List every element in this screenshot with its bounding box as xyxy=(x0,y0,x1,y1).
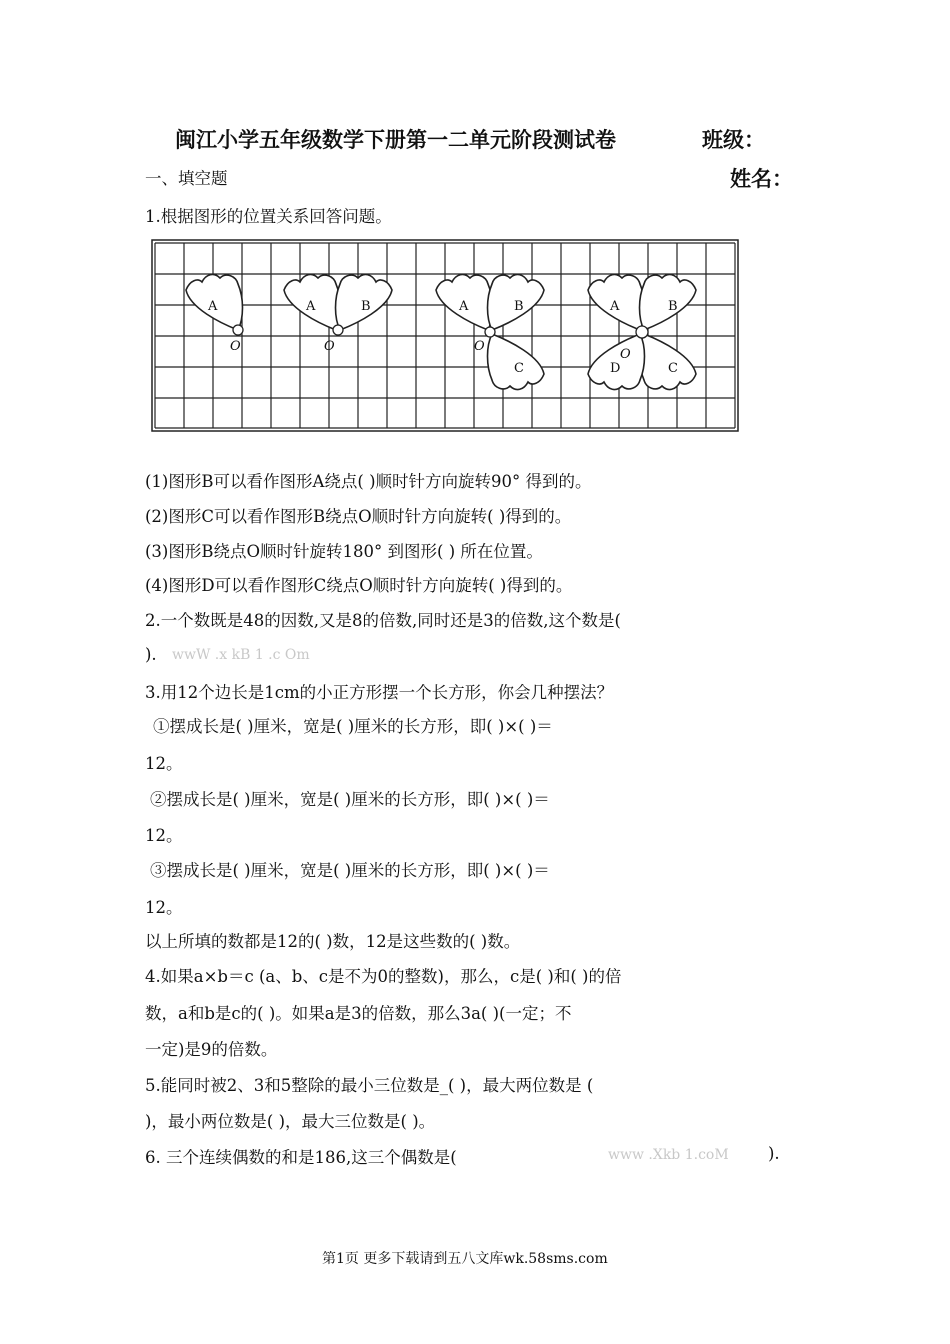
q3-option-3: ③摆成长是( )厘米，宽是( )厘米的长方形，即( )×( )＝ xyxy=(150,861,550,880)
q6-line1: 6. 三个连续偶数的和是186,这三个偶数是( xyxy=(145,1148,457,1167)
fig-label: O xyxy=(474,339,485,354)
q6-line1-end: ). xyxy=(768,1144,780,1163)
fig-label: B xyxy=(668,299,678,314)
watermark: www .Xkb 1.coM xyxy=(608,1147,729,1163)
section-heading: 一、填空题 xyxy=(145,169,228,188)
fig-label: C xyxy=(514,361,524,376)
fig-label: A xyxy=(610,299,620,314)
footer-text: 第1页 更多下载请到五八文库wk.58sms.com xyxy=(322,1251,608,1267)
q1-sub3: (3)图形B绕点O顺时针旋转180° 到图形( ) 所在位置。 xyxy=(145,542,543,561)
q1-sub1: (1)图形B可以看作图形A绕点( )顺时针方向旋转90° 得到的。 xyxy=(145,472,592,491)
fig-label: O xyxy=(324,339,335,354)
fig-label: A xyxy=(208,299,218,314)
q4-line1: 4.如果a×b＝c (a、b、c是不为0的整数)，那么，c是( )和( )的倍 xyxy=(145,967,622,986)
q1-prompt: 1.根据图形的位置关系回答问题。 xyxy=(145,207,392,226)
q3-option-2: ②摆成长是( )厘米，宽是( )厘米的长方形，即( )×( )＝ xyxy=(150,790,550,809)
fig-label: A xyxy=(459,299,469,314)
q4-line2: 数，a和b是c的( )。如果a是3的倍数，那么3a( )(一定；不 xyxy=(145,1004,572,1023)
q5-line2: )，最小两位数是( )，最大三位数是( )。 xyxy=(145,1112,436,1131)
name-label: 姓名： xyxy=(730,167,793,191)
q5-line1: 5.能同时被2、3和5整除的最小三位数是_( )，最大两位数是 ( xyxy=(145,1076,594,1095)
class-label: 班级： xyxy=(702,128,765,152)
fig-label: B xyxy=(361,299,371,314)
fig-label: B xyxy=(514,299,524,314)
q1-sub4: (4)图形D可以看作图形C绕点O顺时针方向旋转( )得到的。 xyxy=(145,576,573,595)
fig-label: O xyxy=(620,347,631,362)
q3-option-3-end: 12。 xyxy=(145,898,183,917)
fig-label: A xyxy=(306,299,316,314)
rotation-figure xyxy=(150,238,740,433)
watermark: wwW .x kB 1 .c Om xyxy=(172,647,310,663)
q3-option-2-end: 12。 xyxy=(145,826,183,845)
q4-line3: 一定)是9的倍数。 xyxy=(145,1040,278,1059)
q2-line1: 2.一个数既是48的因数,又是8的倍数,同时还是3的倍数,这个数是( xyxy=(145,611,621,630)
fig-label: O xyxy=(230,339,241,354)
fig-label: C xyxy=(668,361,678,376)
page-title: 闽江小学五年级数学下册第一二单元阶段测试卷 xyxy=(175,128,616,152)
fig-label: D xyxy=(610,361,621,376)
q2-line2: ). xyxy=(145,645,157,664)
q3-prompt: 3.用12个边长是1cm的小正方形摆一个长方形，你会几种摆法？ xyxy=(145,683,614,702)
q3-summary: 以上所填的数都是12的( )数，12是这些数的( )数。 xyxy=(145,932,521,951)
q3-option-1: ①摆成长是( )厘米，宽是( )厘米的长方形，即( )×( )＝ xyxy=(153,717,553,736)
q3-option-1-end: 12。 xyxy=(145,754,183,773)
q1-sub2: (2)图形C可以看作图形B绕点O顺时针方向旋转( )得到的。 xyxy=(145,507,572,526)
